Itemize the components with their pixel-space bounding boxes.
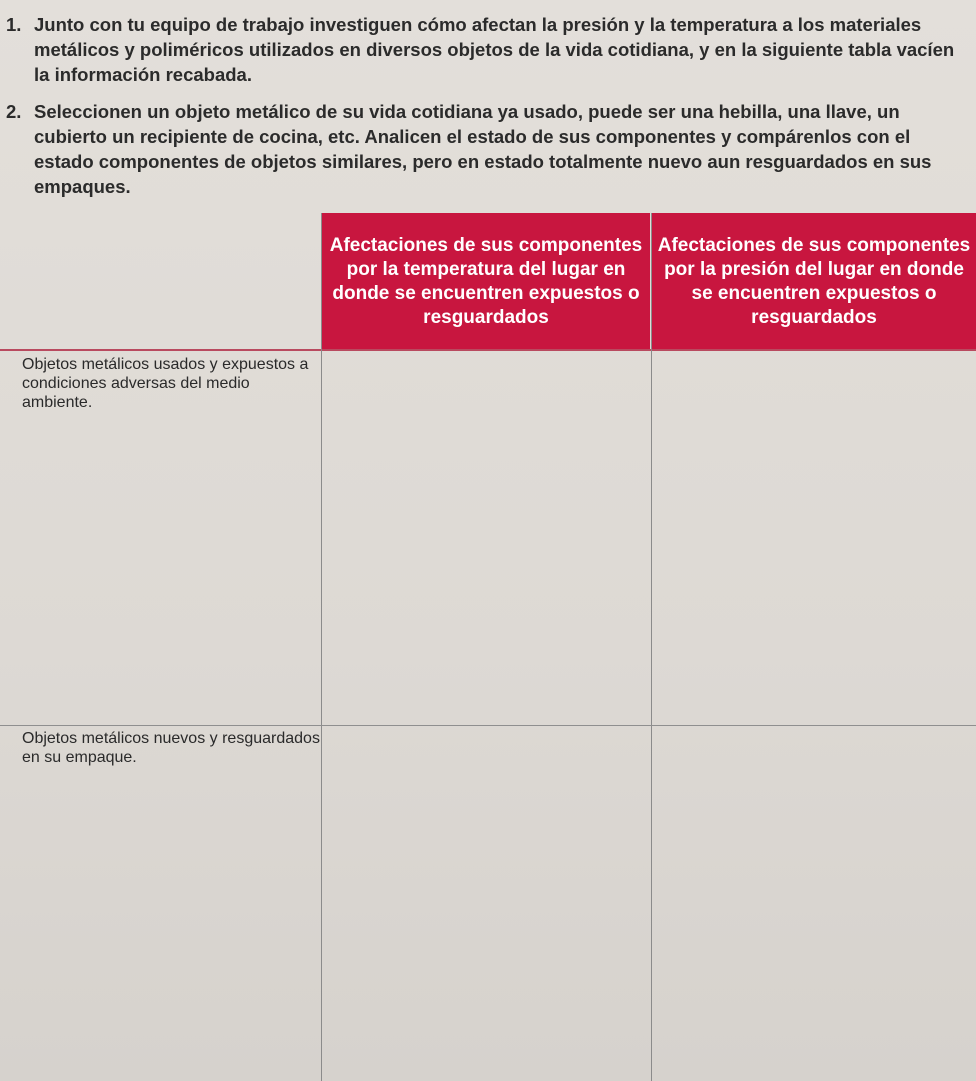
instruction-2-number: 2. bbox=[6, 101, 22, 122]
header-temperature-label: Afectaciones de sus componentes por la temperatura del lugar en donde se encuentren expuestos o resguardados bbox=[329, 234, 643, 328]
row-label-new-objects: Objetos metálicos nuevos y resguardados en su empaque. bbox=[22, 730, 320, 766]
comparison-table bbox=[0, 213, 976, 1081]
instruction-1-text: Junto con tu equipo de trabajo investiguen cómo afectan la presión y la temperatura a los materiales metálicos y poliméricos utilizados en diversos objetos de la vida cotidiana, y en la siguiente tabla vacíen la información recabada. bbox=[34, 14, 955, 85]
header-temperature bbox=[322, 213, 650, 350]
cell-used-pressure[interactable] bbox=[652, 351, 976, 725]
row-label-used-objects: Objetos metálicos usados y expuestos a condiciones adversas del medio ambiente. bbox=[22, 356, 309, 411]
instruction-2-text: Seleccionen un objeto metálico de su vida cotidiana ya usado, puede ser una hebilla, una llave, un cubierto un recipiente de cocina, etc. Analicen el estado de sus componentes y compárenlos con el estado componentes de objetos similares, pero en estado totalmente nuevo aun resguardados en sus empaques. bbox=[34, 101, 932, 197]
instruction-1-number: 1. bbox=[6, 14, 22, 35]
header-pressure bbox=[652, 213, 976, 350]
cell-new-pressure[interactable] bbox=[652, 726, 976, 1081]
cell-new-temperature[interactable] bbox=[322, 726, 651, 1081]
instruction-1 bbox=[6, 12, 972, 87]
instructions-list bbox=[6, 12, 972, 211]
header-pressure-label: Afectaciones de sus componentes por la presión del lugar en donde se encuentren expuestos o resguardados bbox=[657, 234, 971, 328]
cell-used-temperature[interactable] bbox=[322, 351, 651, 725]
instruction-2 bbox=[6, 99, 972, 199]
